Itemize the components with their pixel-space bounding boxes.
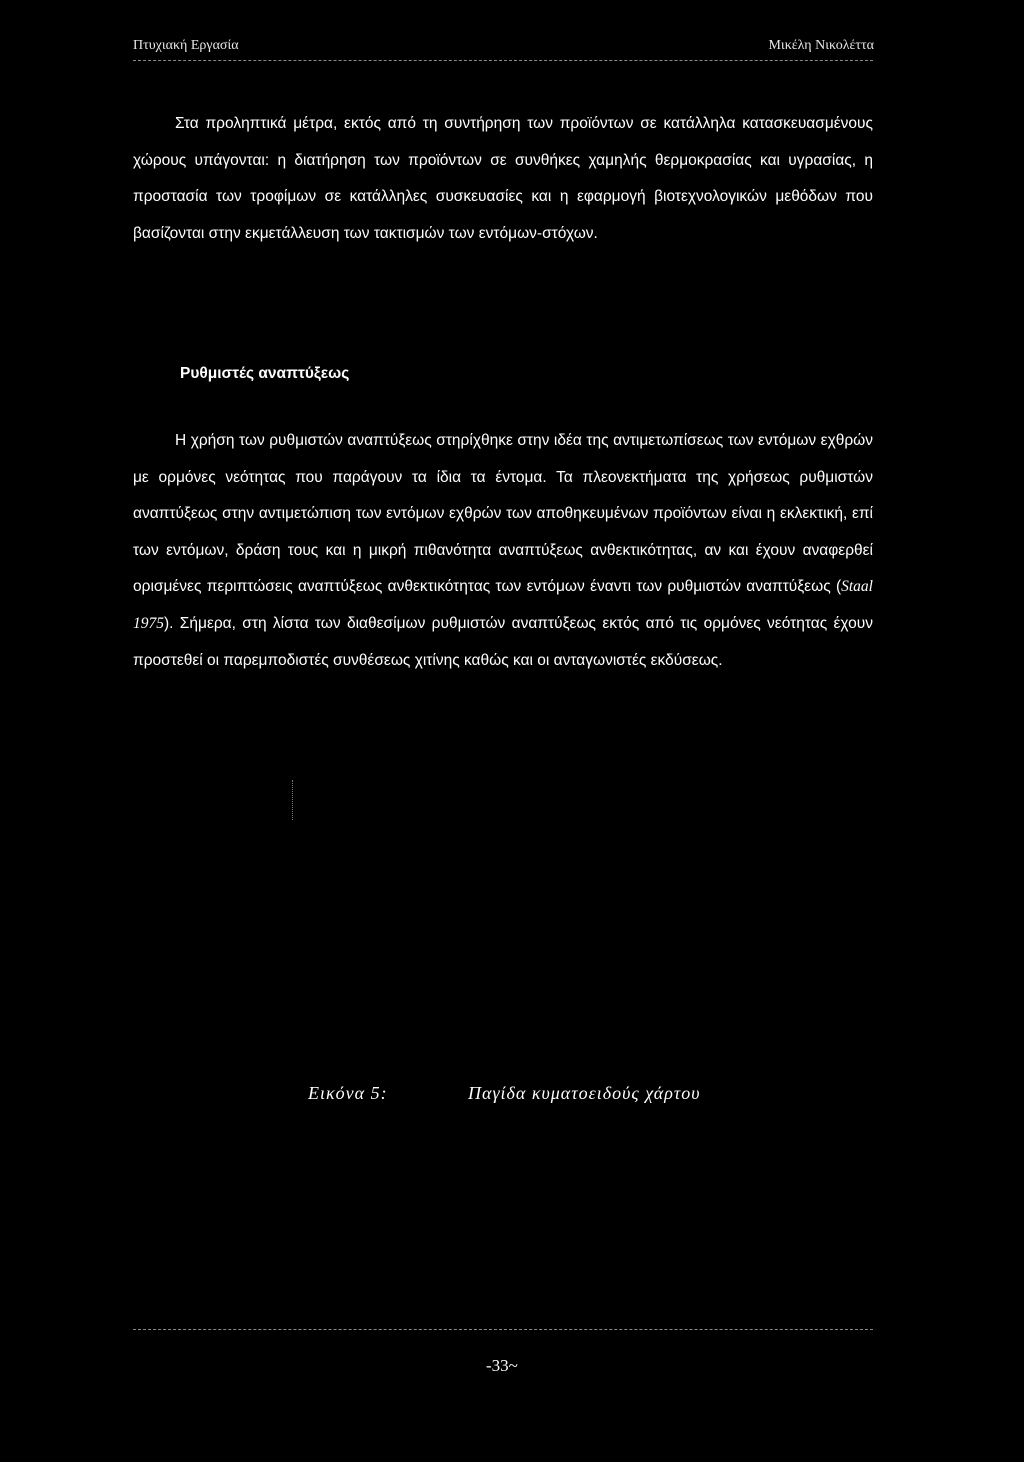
citation: Staal 1975 (133, 578, 873, 632)
body-paragraph-1: Στα προληπτικά μέτρα, εκτός από τη συντήρηση των προϊόντων σε κατάλληλα κατασκευασμένους χώρους υπάγονται: η διατήρηση των προϊόντων σε συνθήκες χαμηλής θερμοκρασίας και υγρασίας, η προστασία των τροφίμων σε κατάλληλες συσκευασίες και η εφαρμογή βιοτεχνολογικών μεθόδων που βασίζονται στην εκμετάλλευση των τακτισμών των εντόμων-στόχων. (133, 115, 873, 242)
header-divider (133, 60, 873, 61)
body-paragraph-2 (133, 423, 873, 679)
header-title: Πτυχιακή Εργασία (133, 38, 239, 53)
section-heading: Ρυθμιστές αναπτύξεως (180, 365, 350, 382)
page-number: -33~ (486, 1356, 518, 1375)
paragraph-2-text-end: ). Σήμερα, στη λίστα των διαθεσίμων ρυθμιστών αναπτύξεως εκτός από τις ορμόνες νεότητας έχουν προστεθεί οι παρεμποδιστές συνθέσεως χιτίνης καθώς και οι ανταγωνιστές εκδύσεως. (133, 614, 873, 669)
figure-caption: Παγίδα κυματοειδούς χάρτου (468, 1083, 701, 1103)
figure-label: Εικόνα 5: (308, 1083, 388, 1103)
scan-artifact (292, 780, 295, 820)
header-author: Μικέλη Νικολέττα (768, 38, 874, 53)
paragraph-2-text-start: Η χρήση των ρυθμιστών αναπτύξεως στηρίχθηκε στην ιδέα της αντιμετωπίσεως των εντόμων εχθρών με ορμόνες νεότητας που παράγουν τα ίδια τα έντομα. Τα πλεονεκτήματα της χρήσεως ρυθμιστών αναπτύξεως στην αντιμετώπιση των εντόμων εχθρών των αποθηκευμένων προϊόντων είναι η εκλεκτική, επί των εντόμων, δράση τους και η μικρή πιθανότητα αναπτύξεως ανθεκτικότητας, αν και έχουν αναφερθεί ορισμένες περιπτώσεις αναπτύξεως ανθεκτικότητας των εντόμων έναντι των ρυθμιστών αναπτύξεως ( (133, 432, 873, 596)
footer-divider (133, 1329, 873, 1330)
